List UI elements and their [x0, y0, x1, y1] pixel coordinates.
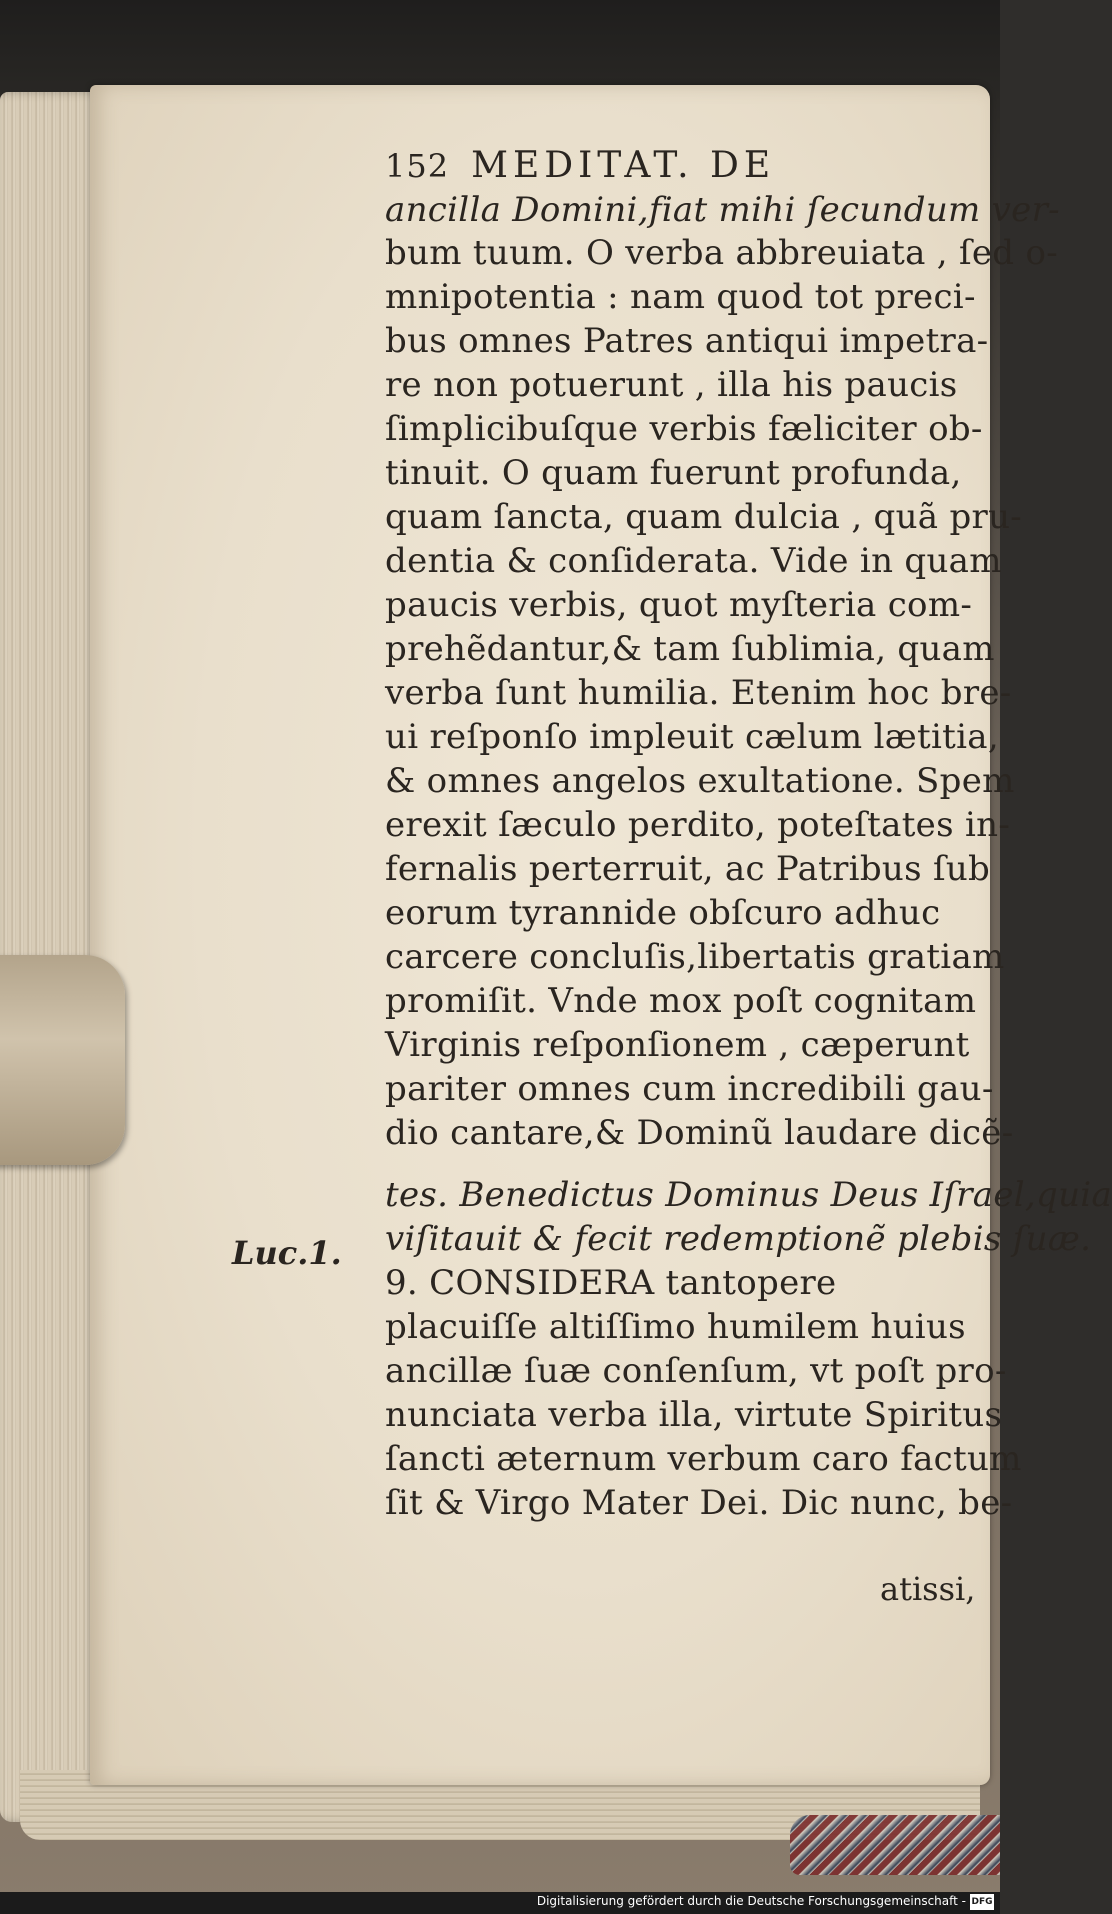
margin-note: Luc.1.: [232, 1234, 342, 1272]
page-number: 152: [385, 147, 450, 185]
text-line: viſitauit & fecit redemptionẽ plebis ſuæ.: [385, 1219, 1092, 1259]
text-line: dio cantare,& Dominũ laudare dicẽ-: [385, 1113, 1014, 1153]
text-line: & omnes angelos exultatione. Spem: [385, 761, 1015, 801]
running-head: [385, 145, 775, 186]
text-line: nunciata verba illa, virtute Spiritus: [385, 1395, 1003, 1435]
catchword: atissi,: [880, 1570, 976, 1608]
text-line: erexit ſæculo perdito, poteſtates in-: [385, 805, 1011, 845]
dfg-logo: DFG: [970, 1894, 994, 1910]
text-line: verba ſunt humilia. Etenim hoc bre-: [385, 673, 1012, 713]
text-line: ſimplicibuſque verbis fæliciter ob-: [385, 409, 983, 449]
text-line: prehẽdantur,& tam ſublimia, quam: [385, 629, 995, 669]
text-line: carcere concluſis,libertatis gratiam: [385, 937, 1005, 977]
text-line: fernalis perterruit, ac Patribus ſub: [385, 849, 991, 889]
text-line: Virginis reſponſionem , cæperunt: [385, 1025, 970, 1065]
text-line: bum tuum. O verba abbreuiata , ſed o-: [385, 233, 1059, 273]
text-line: eorum tyrannide obſcuro adhuc: [385, 893, 941, 933]
text-line: tes. Benedictus Dominus Deus Iſrael,quia: [385, 1175, 1112, 1215]
text-line: bus omnes Patres antiqui impetra-: [385, 321, 989, 361]
running-title: MEDITAT. DE: [471, 145, 776, 186]
text-line: ui reſponſo impleuit cælum lætitia,: [385, 717, 999, 757]
text-line: re non potuerunt , illa his paucis: [385, 365, 958, 405]
text-line: ancilla Domini,fiat mihi ſecundum ver-: [385, 190, 1060, 230]
footer-credit: Digitalisierung gefördert durch die Deutsche Forschungsgemeinschaft -: [536, 1894, 966, 1908]
text-line: promiſit. Vnde mox poſt cognitam: [385, 981, 977, 1021]
text-line: ancillæ ſuæ conſenſum, vt poſt pro-: [385, 1351, 1007, 1391]
text-line: ſit & Virgo Mater Dei. Dic nunc, be-: [385, 1483, 1013, 1523]
text-line: mnipotentia : nam quod tot preci-: [385, 277, 976, 317]
text-line: paucis verbis, quot myſteria com-: [385, 585, 973, 625]
text-line: pariter omnes cum incredibili gau-: [385, 1069, 994, 1109]
text-line: 9. CONSIDERA tantopere: [385, 1263, 837, 1303]
text-line: tinuit. O quam fuerunt profunda,: [385, 453, 962, 493]
text-line: quam ſancta, quam dulcia , quã pru-: [385, 497, 1023, 537]
text-line: dentia & conſiderata. Vide in quam: [385, 541, 1002, 581]
text-line: ſancti æternum verbum caro factum: [385, 1439, 1022, 1479]
text-line: placuiſſe altiſſimo humilem huius: [385, 1307, 966, 1347]
